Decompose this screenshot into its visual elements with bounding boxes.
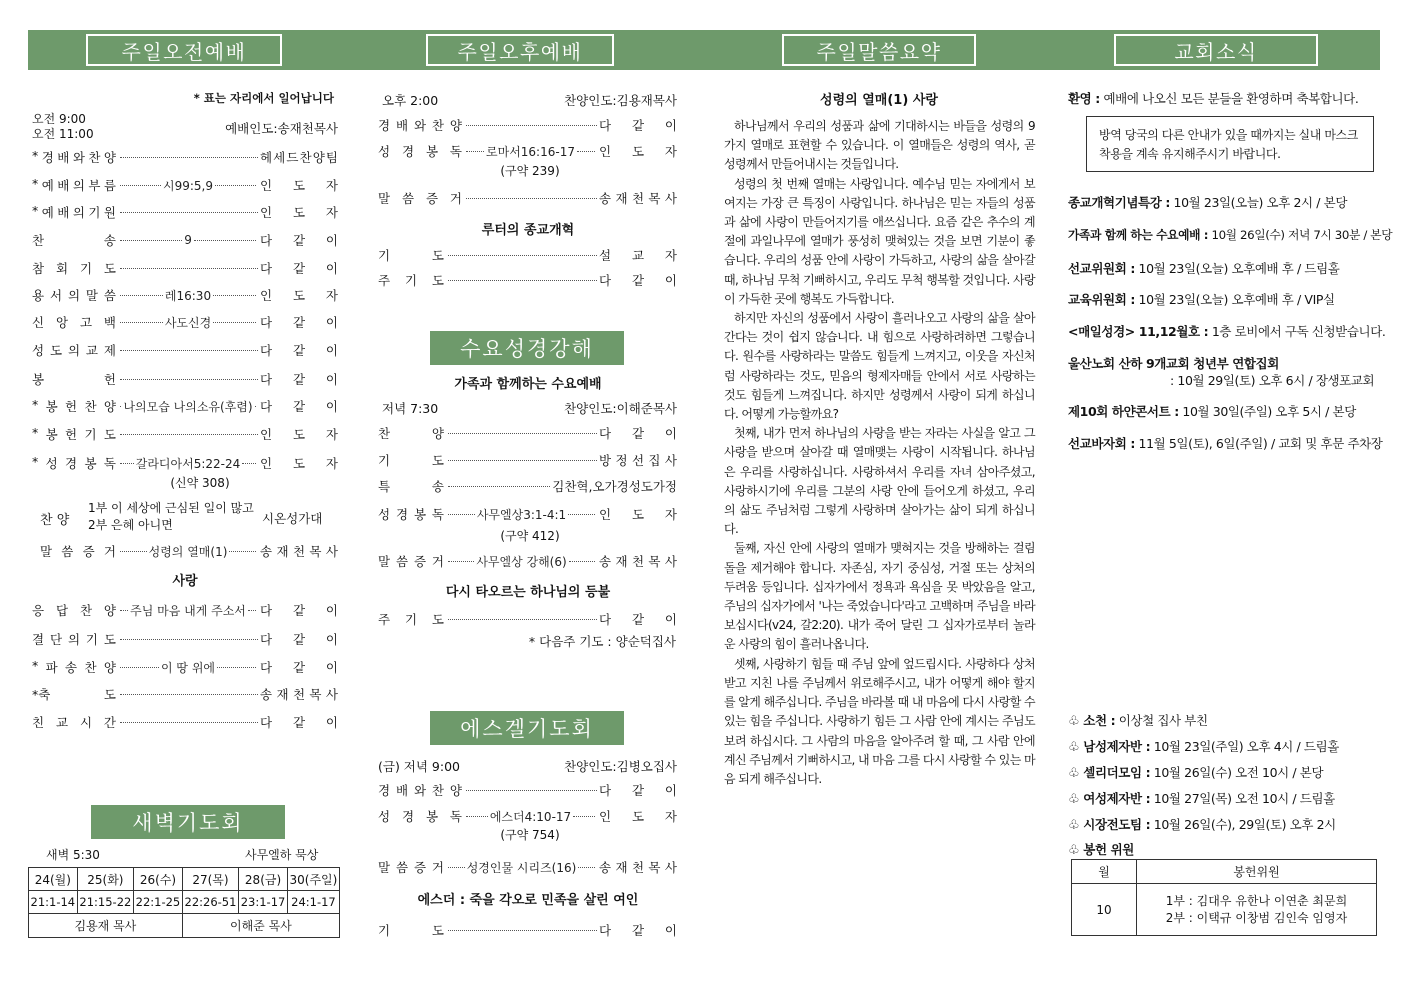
order-detail: 9 bbox=[184, 233, 192, 247]
news-item-label: 교육위원회 : bbox=[1068, 292, 1135, 307]
order-person: 다 같 이 bbox=[599, 118, 677, 133]
time-9: 오전 9:00 bbox=[32, 112, 86, 126]
news-item-label: 소천 : bbox=[1083, 713, 1116, 728]
afternoon-order-row bbox=[378, 246, 677, 264]
afternoon-order-row bbox=[378, 271, 677, 289]
news-item-label: 선교위원회 : bbox=[1068, 261, 1135, 276]
news-item-label: 선교바자회 : bbox=[1068, 436, 1135, 451]
order-label: 찬 송 bbox=[32, 233, 116, 248]
dawn-day: 28(금) bbox=[239, 868, 288, 891]
order-detail: 성경인물 시리즈(16) bbox=[466, 860, 577, 875]
order-detail: 주님 마음 내게 주소서 bbox=[130, 603, 246, 618]
order-person: 다 같 이 bbox=[260, 399, 338, 414]
club-icon: ♧ bbox=[1068, 766, 1080, 781]
afternoon-order-row bbox=[378, 116, 677, 134]
news-item-label: 셀리더모임 : bbox=[1083, 765, 1151, 780]
welcome-label: 환영 : bbox=[1068, 91, 1100, 106]
news-item-text: 10월 26일(수) 저녁 7시 30분 / 본당 bbox=[1211, 228, 1393, 242]
news-item bbox=[1068, 259, 1339, 277]
dawn-book: 사무엘하 묵상 bbox=[245, 848, 319, 862]
order-person: 다 같 이 bbox=[599, 273, 677, 288]
order-label: 성 경 봉 독 bbox=[378, 507, 444, 522]
order-detail: 사도신경 bbox=[164, 315, 212, 330]
wednesday-leader: 찬양인도:이해준목사 bbox=[564, 401, 677, 416]
news-item-label: <매일성경> 11,12월호 : bbox=[1068, 324, 1209, 339]
order-person: 다 같 이 bbox=[599, 612, 677, 627]
morning-order-row bbox=[32, 685, 338, 703]
order-label: 성 경 봉 독 bbox=[378, 144, 462, 159]
order-person: 인 도 자 bbox=[260, 205, 338, 220]
dawn-verse: 21:15-22 bbox=[77, 891, 133, 914]
order-label: * 경 배 와 찬 양 bbox=[32, 148, 116, 165]
morning-order-row bbox=[32, 148, 338, 166]
sermon-body bbox=[724, 117, 1035, 789]
morning-order-row bbox=[32, 313, 338, 331]
afternoon-sermon-row bbox=[378, 189, 677, 207]
dawn-day: 24(월) bbox=[29, 868, 78, 891]
order-person: 송 재 천 목 사 bbox=[599, 860, 677, 875]
choir-song-2: 2부 은혜 아니면 bbox=[88, 518, 173, 532]
order-detail: 나의모습 나의소유(후렴) bbox=[123, 399, 253, 414]
dawn-verse: 21:1-14 bbox=[29, 891, 78, 914]
ezekiel-order-row bbox=[378, 807, 677, 825]
news-item-label: 제10회 하얀콘서트 : bbox=[1068, 404, 1179, 419]
dawn-pastor-1: 김용재 목사 bbox=[29, 914, 183, 938]
order-label: 참 회 기 도 bbox=[32, 261, 116, 276]
order-person: 송 재 천 목 사 bbox=[599, 191, 677, 206]
order-person: 다 같 이 bbox=[260, 603, 338, 618]
news-item-text: 10월 30일(주일) 오후 5시 / 본당 bbox=[1182, 404, 1356, 419]
order-label: 말 씀 증 거 bbox=[378, 860, 444, 875]
order-label: 신 앙 고 백 bbox=[32, 315, 116, 330]
order-label: * 봉 헌 찬 양 bbox=[32, 397, 116, 414]
news-item-text: 10월 23일(주일) 오후 4시 / 드림홀 bbox=[1153, 739, 1339, 754]
morning-order-row bbox=[32, 713, 338, 731]
order-detail: 사무엘상3:1-4:1 bbox=[476, 507, 567, 522]
order-detail: 성령의 열매(1) bbox=[148, 544, 228, 559]
club-icon: ♧ bbox=[1068, 792, 1080, 807]
afternoon-reading-page: (구약 239) bbox=[500, 164, 560, 178]
news-item bbox=[1068, 290, 1335, 308]
order-person: 인 도 자 bbox=[599, 144, 677, 159]
order-label: * 성 경 봉 독 bbox=[32, 454, 116, 471]
order-person: 헤 세 드 찬 양 팀 bbox=[260, 150, 338, 165]
order-label: 응 답 찬 양 bbox=[32, 603, 116, 618]
news-item-text: 10월 26일(수) 오전 10시 / 본당 bbox=[1153, 765, 1324, 780]
order-person: 인 도 자 bbox=[260, 456, 338, 471]
news-item-label: 시장전도팀 : bbox=[1083, 817, 1151, 832]
order-person: 다 같 이 bbox=[260, 372, 338, 387]
order-detail: 로마서16:16-17 bbox=[486, 144, 575, 159]
morning-order-row bbox=[32, 176, 338, 194]
order-person: 다 같 이 bbox=[260, 343, 338, 358]
wednesday-sermon-row bbox=[378, 552, 677, 570]
news-item-label: 가족과 함께 하는 수요예배 : bbox=[1068, 228, 1209, 242]
news-item-label: 울산노회 산하 9개교회 청년부 연합집회 bbox=[1068, 356, 1279, 371]
dawn-day: 26(수) bbox=[134, 868, 183, 891]
ezekiel-reading-page: (구약 754) bbox=[500, 828, 560, 842]
order-person: 인 도 자 bbox=[260, 427, 338, 442]
news-item-text: 11월 5일(토), 6일(주일) / 교회 및 후문 주차장 bbox=[1138, 436, 1383, 451]
dawn-verse: 22:26-51 bbox=[182, 891, 238, 914]
wednesday-time: 저녁 7:30 bbox=[382, 401, 439, 416]
order-label: 친 교 시 간 bbox=[32, 715, 116, 730]
order-detail: 시99:5,9 bbox=[163, 178, 213, 193]
offering-committee-table bbox=[1071, 859, 1377, 936]
ezekiel-leader: 찬양인도:김병오집사 bbox=[564, 759, 677, 774]
news-item-secondary bbox=[1068, 840, 1134, 858]
order-label: 찬 양 bbox=[378, 426, 444, 441]
order-label: 주 기 도 bbox=[378, 273, 444, 288]
next-week-prayer: * 다음주 기도 : 양순덕집사 bbox=[528, 634, 676, 649]
wednesday-order-row bbox=[378, 451, 677, 469]
news-item-label: 종교개혁기념특강 : bbox=[1068, 195, 1170, 210]
order-label: 성 도 의 교 제 bbox=[32, 343, 116, 358]
morning-order-row bbox=[32, 601, 338, 619]
order-person: 송 재 천 목 사 bbox=[260, 687, 338, 702]
order-person: 방 정 선 집 사 bbox=[599, 453, 677, 468]
order-person: 다 같 이 bbox=[599, 783, 677, 798]
order-person: 다 같 이 bbox=[260, 233, 338, 248]
offering-line-1: 1부 : 김대우 유한나 이연춘 최문희 bbox=[1165, 893, 1348, 908]
morning-order-row bbox=[32, 259, 338, 277]
morning-sermon-row bbox=[40, 542, 338, 560]
news-item bbox=[1068, 402, 1356, 420]
dawn-day: 27(목) bbox=[182, 868, 238, 891]
dawn-schedule-table bbox=[28, 867, 340, 938]
sermon-paragraph: 둘째, 자신 안에 사랑의 열매가 맺혀지는 것을 방해하는 걸림돌을 제거해야 합니다. 자존심, 자기 중심성, 거절 또는 상처의 두려움 등입니다. 십자가에서 정욕과 욕심을 못 박았음을 알고, 주님의 십자가에서 '나는 죽었습니다'라고 고백하며 주님을 바라보십시다(v24, 갈2:20). 내가 죽어 달린 그 십자가로부터 놀라운 사랑의 힘이 흘러나옵니다. bbox=[724, 541, 1035, 652]
news-item-label: 남성제자반 : bbox=[1083, 739, 1151, 754]
club-icon: ♧ bbox=[1068, 740, 1080, 755]
order-person: 다 같 이 bbox=[260, 660, 338, 675]
time-11: 오전 11:00 bbox=[32, 127, 94, 141]
wednesday-title: 수요성경강해 bbox=[430, 331, 624, 365]
morning-order-row bbox=[32, 454, 338, 472]
order-label: * 파 송 찬 양 bbox=[32, 658, 116, 675]
ezekiel-sermon-title: 에스더 : 죽을 각오로 민족을 살린 여인 bbox=[417, 893, 639, 908]
news-item-label: 봉헌 위원 bbox=[1083, 842, 1134, 857]
news-item-text: 10월 26일(수), 29일(토) 오후 2시 bbox=[1153, 817, 1336, 832]
morning-order-row bbox=[32, 630, 338, 648]
wednesday-reading-page: (구약 412) bbox=[500, 529, 560, 543]
afternoon-sermon-title: 루터의 종교개혁 bbox=[481, 223, 575, 238]
news-item-text: 이상철 집사 부친 bbox=[1118, 713, 1208, 728]
wednesday-order-row bbox=[378, 424, 677, 442]
order-label: 봉 헌 bbox=[32, 372, 116, 387]
dawn-pastor-2: 이해준 목사 bbox=[182, 914, 339, 938]
choir-label: 찬 양 bbox=[40, 513, 70, 528]
morning-order-row bbox=[32, 231, 338, 249]
order-detail: 에스더4:10-17 bbox=[489, 809, 572, 824]
order-person: 다 같 이 bbox=[599, 923, 677, 938]
standing-note: * 표는 자리에서 일어납니다 bbox=[193, 91, 334, 105]
order-label: * 예 배 의 부 름 bbox=[32, 176, 116, 193]
worship-leader: 예배인도:송재천목사 bbox=[225, 121, 338, 136]
news-item-secondary bbox=[1068, 763, 1323, 781]
news-item-secondary bbox=[1068, 737, 1339, 755]
dawn-prayer-title: 새벽기도회 bbox=[91, 805, 285, 839]
order-label: 말 씀 증 거 bbox=[378, 191, 462, 206]
ezekiel-prayer-row bbox=[378, 921, 677, 939]
afternoon-leader: 찬양인도:김용재목사 bbox=[564, 93, 677, 108]
order-label: 말 씀 증 거 bbox=[378, 554, 444, 569]
order-label: 말 씀 증 거 bbox=[40, 544, 116, 559]
order-person: 다 같 이 bbox=[260, 632, 338, 647]
morning-order-row bbox=[32, 658, 338, 676]
afternoon-order-row bbox=[378, 142, 677, 160]
morning-reading-page: (신약 308) bbox=[170, 476, 230, 490]
wednesday-subtitle: 가족과 함께하는 수요예배 bbox=[454, 377, 602, 392]
header-afternoon-worship: 주일오후예배 bbox=[426, 34, 614, 66]
wednesday-lords-prayer-row bbox=[378, 610, 677, 628]
news-item bbox=[1068, 434, 1382, 452]
wednesday-order-row bbox=[378, 477, 677, 495]
welcome-line bbox=[1068, 89, 1358, 107]
order-detail: 이 땅 위에 bbox=[161, 660, 215, 675]
header-morning-worship: 주일오전예배 bbox=[86, 34, 282, 66]
order-label: 특 송 bbox=[378, 479, 444, 494]
news-item-secondary bbox=[1068, 815, 1336, 833]
choir-name: 시온성가대 bbox=[262, 511, 323, 526]
offering-line-2: 2부 : 이택규 이창범 김인숙 임영자 bbox=[1165, 910, 1348, 925]
order-label: 주 기 도 bbox=[378, 612, 444, 627]
sermon-paragraph: 첫째, 내가 먼저 하나님의 사랑을 받는 자라는 사실을 알고 그 사랑을 받으며 살아갈 때 열매맺는 사랑이 시작됩니다. 하나님은 우리를 사랑하십니다. 사랑하셔서 우리를 자녀 삼아주셨고, 사랑하시기에 우리를 그분의 사랑 안에 들어오게 하셨고, 우리의 삶도 주님처럼 그렇게 사랑하며 살아가는 삶이 되게 하십니다. bbox=[724, 426, 1035, 537]
order-person: 송 재 천 목 사 bbox=[260, 544, 338, 559]
dawn-time: 새벽 5:30 bbox=[46, 848, 100, 862]
sermon-title: 성령의 열매(1) 사랑 bbox=[820, 93, 938, 108]
order-detail: 사무엘상 강해(6) bbox=[476, 554, 567, 569]
ezekiel-time: (금) 저녁 9:00 bbox=[378, 759, 460, 774]
order-person: 인 도 자 bbox=[599, 507, 677, 522]
news-item-secondary bbox=[1068, 711, 1208, 729]
offering-month: 10 bbox=[1072, 884, 1137, 936]
order-label: 경 배 와 찬 양 bbox=[378, 783, 462, 798]
header-sermon-summary: 주일말씀요약 bbox=[782, 34, 976, 66]
club-icon: ♧ bbox=[1068, 714, 1080, 729]
order-person: 다 같 이 bbox=[260, 261, 338, 276]
news-item bbox=[1068, 322, 1385, 340]
sermon-paragraph: 셋째, 사랑하기 힘들 때 주님 앞에 엎드립시다. 사랑하다 상처받고 지친 나를 주님께서 위로해주시고, 내가 어떻게 해야 할지를 알게 해주십니다. 주님을 바라볼 때 내 마음에 다시 사랑할 수 있는 힘을 주십니다. 사랑하기 힘든 그 사람 안에 계시는 주님도 보려 하십시다. 그 사람의 마음을 알아주려 할 때, 그 사람 안에 계신 주님께서 기뻐하시고, 내 마음 그를 다시 사랑할 수 있는 마음 되게 해주십니다. bbox=[724, 656, 1035, 786]
news-item-text: 10월 23일(오늘) 오후 2시 / 본당 bbox=[1173, 195, 1348, 210]
dawn-verse: 23:1-17 bbox=[239, 891, 288, 914]
order-label: * 봉 헌 기 도 bbox=[32, 425, 116, 442]
sermon-paragraph: 하나님께서 우리의 성품과 삶에 기대하시는 바들을 성령의 9가지 열매로 표현할 수 있습니다. 이 열매들은 성령의 역사, 곧 성령께서 만들어내시는 것들입니다. bbox=[724, 119, 1035, 172]
news-item-text: 10월 23일(오늘) 오후예배 후 / 드림홀 bbox=[1138, 261, 1340, 276]
order-label: 용 서 의 말 씀 bbox=[32, 288, 116, 303]
order-person: 김찬혁,오가경성도가정 bbox=[552, 479, 677, 494]
order-label: 기 도 bbox=[378, 248, 444, 263]
dawn-day: 30(주일) bbox=[287, 868, 339, 891]
morning-order-row bbox=[32, 425, 338, 443]
order-person: 다 같 이 bbox=[260, 715, 338, 730]
mask-notice-box: 방역 당국의 다른 안내가 있을 때까지는 실내 마스크 착용을 계속 유지해주시기 바랍니다. bbox=[1086, 116, 1374, 172]
order-person: 다 같 이 bbox=[260, 315, 338, 330]
morning-order-row bbox=[32, 397, 338, 415]
order-person: 설 교 자 bbox=[599, 248, 677, 263]
club-icon: ♧ bbox=[1068, 843, 1080, 858]
club-icon: ♧ bbox=[1068, 818, 1080, 833]
header-church-news: 교회소식 bbox=[1114, 34, 1318, 66]
news-item bbox=[1068, 354, 1279, 372]
order-detail: 레16:30 bbox=[164, 288, 212, 303]
order-label: 경 배 와 찬 양 bbox=[378, 118, 462, 133]
ezekiel-order-row bbox=[378, 781, 677, 799]
order-detail: 갈라디아서5:22-24 bbox=[135, 456, 241, 471]
youth-rally-detail: : 10월 29일(토) 오후 6시 / 장생포교회 bbox=[1170, 373, 1375, 388]
order-person: 다 같 이 bbox=[599, 426, 677, 441]
dawn-day: 25(화) bbox=[77, 868, 133, 891]
news-item bbox=[1068, 193, 1347, 211]
order-person: 송 재 천 목 사 bbox=[599, 554, 677, 569]
sermon-paragraph: 성령의 첫 번째 열매는 사랑입니다. 예수님 믿는 자에게서 보여지는 가장 큰 특징이 사랑입니다. 하나님은 믿는 자들의 성품과 삶에 사랑이 만들어지기를 애쓰십니다. 요즘 같은 추수의 계절에 과일나무에 열매가 풍성히 맺혀있는 것을 보면 기분이 좋습니다. 우리의 성품 안에 사랑이 가득하고, 사랑의 삶을 살아갈 때, 하나님 무척 기뻐하시고, 우리도 무척 행복할 것입니다. 사랑이 가득한 곳에 행복도 가득합니다. bbox=[724, 176, 1035, 306]
afternoon-time: 오후 2:00 bbox=[382, 93, 439, 108]
news-item-text: 10월 23일(오늘) 오후예배 후 / VIP실 bbox=[1138, 292, 1335, 307]
order-label: 기 도 bbox=[378, 923, 444, 938]
morning-order-row bbox=[32, 203, 338, 221]
ezekiel-sermon-row bbox=[378, 858, 677, 876]
morning-order-row bbox=[32, 370, 338, 388]
order-label: 결 단 의 기 도 bbox=[32, 632, 116, 647]
wednesday-order-row bbox=[378, 505, 677, 523]
offering-col-members: 봉헌위원 bbox=[1137, 860, 1377, 884]
choir-song-1: 1부 이 세상에 근심된 일이 많고 bbox=[88, 501, 254, 515]
order-person: 인 도 자 bbox=[260, 178, 338, 193]
sermon-paragraph: 하지만 자신의 성품에서 사랑이 흘러나오고 사랑의 삶을 살아간다는 것이 쉽지 않습니다. 내 힘으로 사랑하려하면 그렇습니다. 원수를 사랑하라는 말씀도 힘들게 느껴지고, 이웃을 자신처럼 사랑하라는 것도, 믿음의 형제자매들 안에서 서로 사랑하는 것도 힘들게 느껴집니다. 하지만 성령께서 사랑이 되게 하십니다. 어떻게 가능할까요? bbox=[724, 311, 1035, 422]
order-label: 기 도 bbox=[378, 453, 444, 468]
dawn-verse: 24:1-17 bbox=[287, 891, 339, 914]
order-person: 인 도 자 bbox=[260, 288, 338, 303]
news-item-text: 1층 로비에서 구독 신청받습니다. bbox=[1211, 324, 1386, 339]
news-item-secondary bbox=[1068, 789, 1335, 807]
morning-order-row bbox=[32, 286, 338, 304]
order-label: 성 경 봉 독 bbox=[378, 809, 462, 824]
order-label: *축 도 bbox=[32, 687, 116, 702]
offering-col-month: 월 bbox=[1072, 860, 1137, 884]
dawn-verse: 22:1-25 bbox=[134, 891, 183, 914]
order-label: * 예 배 의 기 원 bbox=[32, 203, 116, 220]
news-item-text: 10월 27일(목) 오전 10시 / 드림홀 bbox=[1153, 791, 1335, 806]
morning-sermon-title: 사랑 bbox=[172, 574, 198, 589]
wednesday-sermon-title: 다시 타오르는 하나님의 등불 bbox=[445, 585, 611, 600]
news-item bbox=[1068, 226, 1392, 243]
order-person: 인 도 자 bbox=[599, 809, 677, 824]
welcome-text: 예배에 나오신 모든 분들을 환영하며 축복합니다. bbox=[1103, 91, 1359, 106]
ezekiel-title: 에스겔기도회 bbox=[430, 711, 624, 745]
news-item-label: 여성제자반 : bbox=[1083, 791, 1151, 806]
morning-order-row bbox=[32, 341, 338, 359]
